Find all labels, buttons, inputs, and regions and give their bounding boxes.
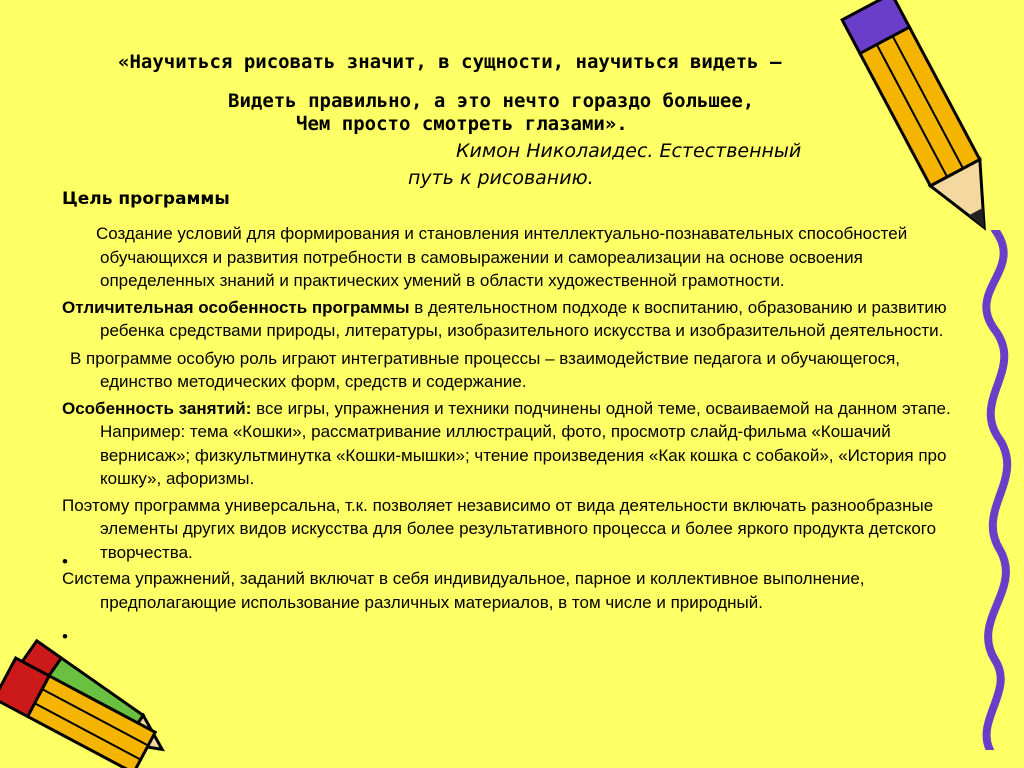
goal-text: Создание условий для формирования и становления интеллектуально-познавательных способностей обучающихся и развития потребности в самовыражении и самореализации на основе освоения определенных знаний и практических умений в области художественной грамотности. xyxy=(96,224,908,290)
squiggle-decoration xyxy=(955,230,1024,750)
feature-paragraph xyxy=(62,296,960,343)
feature-text: в деятельностном подходе к воспитанию, образованию и развитию ребенка средствами природы, литературы, изобразительного искусства и изобразительной деятельности. xyxy=(100,297,947,340)
pencil-icon xyxy=(840,0,1024,250)
quote-line-3: Чем просто смотреть глазами». xyxy=(296,113,628,135)
quote-source: путь к рисованию. xyxy=(408,167,594,189)
integration-text: В программе особую роль играют интегративные процессы – взаимодействие педагога и обучающегося, единство методических форм, средств и содержание. xyxy=(70,348,901,391)
lessons-text: все игры, упражнения и техники подчинены одной теме, осваиваемой на данном этапе. Например: тема «Кошки», рассматривание иллюстраций, фото, просмотр слайд-фильма «Кошачий вернисаж»; физкультминутка «Кошки-мышки»; чтение произведения «Как кошка с собакой», «История про кошку», афоризмы. xyxy=(100,398,951,488)
list-item: Поэтому программа универсальна, т.к. позволяет независимо от вида деятельности включать разнообразные элементы других видов искусства для более результативного процесса и более яркого продукта детского творчества. xyxy=(62,495,937,562)
pencil-icon xyxy=(0,610,200,768)
lessons-paragraph xyxy=(62,397,960,491)
quote-author: Кимон Николаидес. Естественный xyxy=(456,140,802,162)
bullet-marker: • xyxy=(62,552,68,571)
lessons-label: Особенность занятий: xyxy=(62,398,252,418)
bullet-marker: • xyxy=(62,627,68,646)
feature-label: Отличительная особенность программы xyxy=(62,297,410,317)
body-text xyxy=(62,222,960,614)
list-item: Система упражнений, заданий включат в себя индивидуальное, парное и коллективное выполнение, предполагающие использование различных материалов, в том числе и природный. xyxy=(62,569,865,612)
quote-line-2: Видеть правильно, а это нечто гораздо большее, xyxy=(228,90,755,112)
goal-heading: Цель программы xyxy=(62,189,230,209)
quote-line-1: «Научиться рисовать значит, в сущности, научиться видеть – xyxy=(118,51,782,73)
